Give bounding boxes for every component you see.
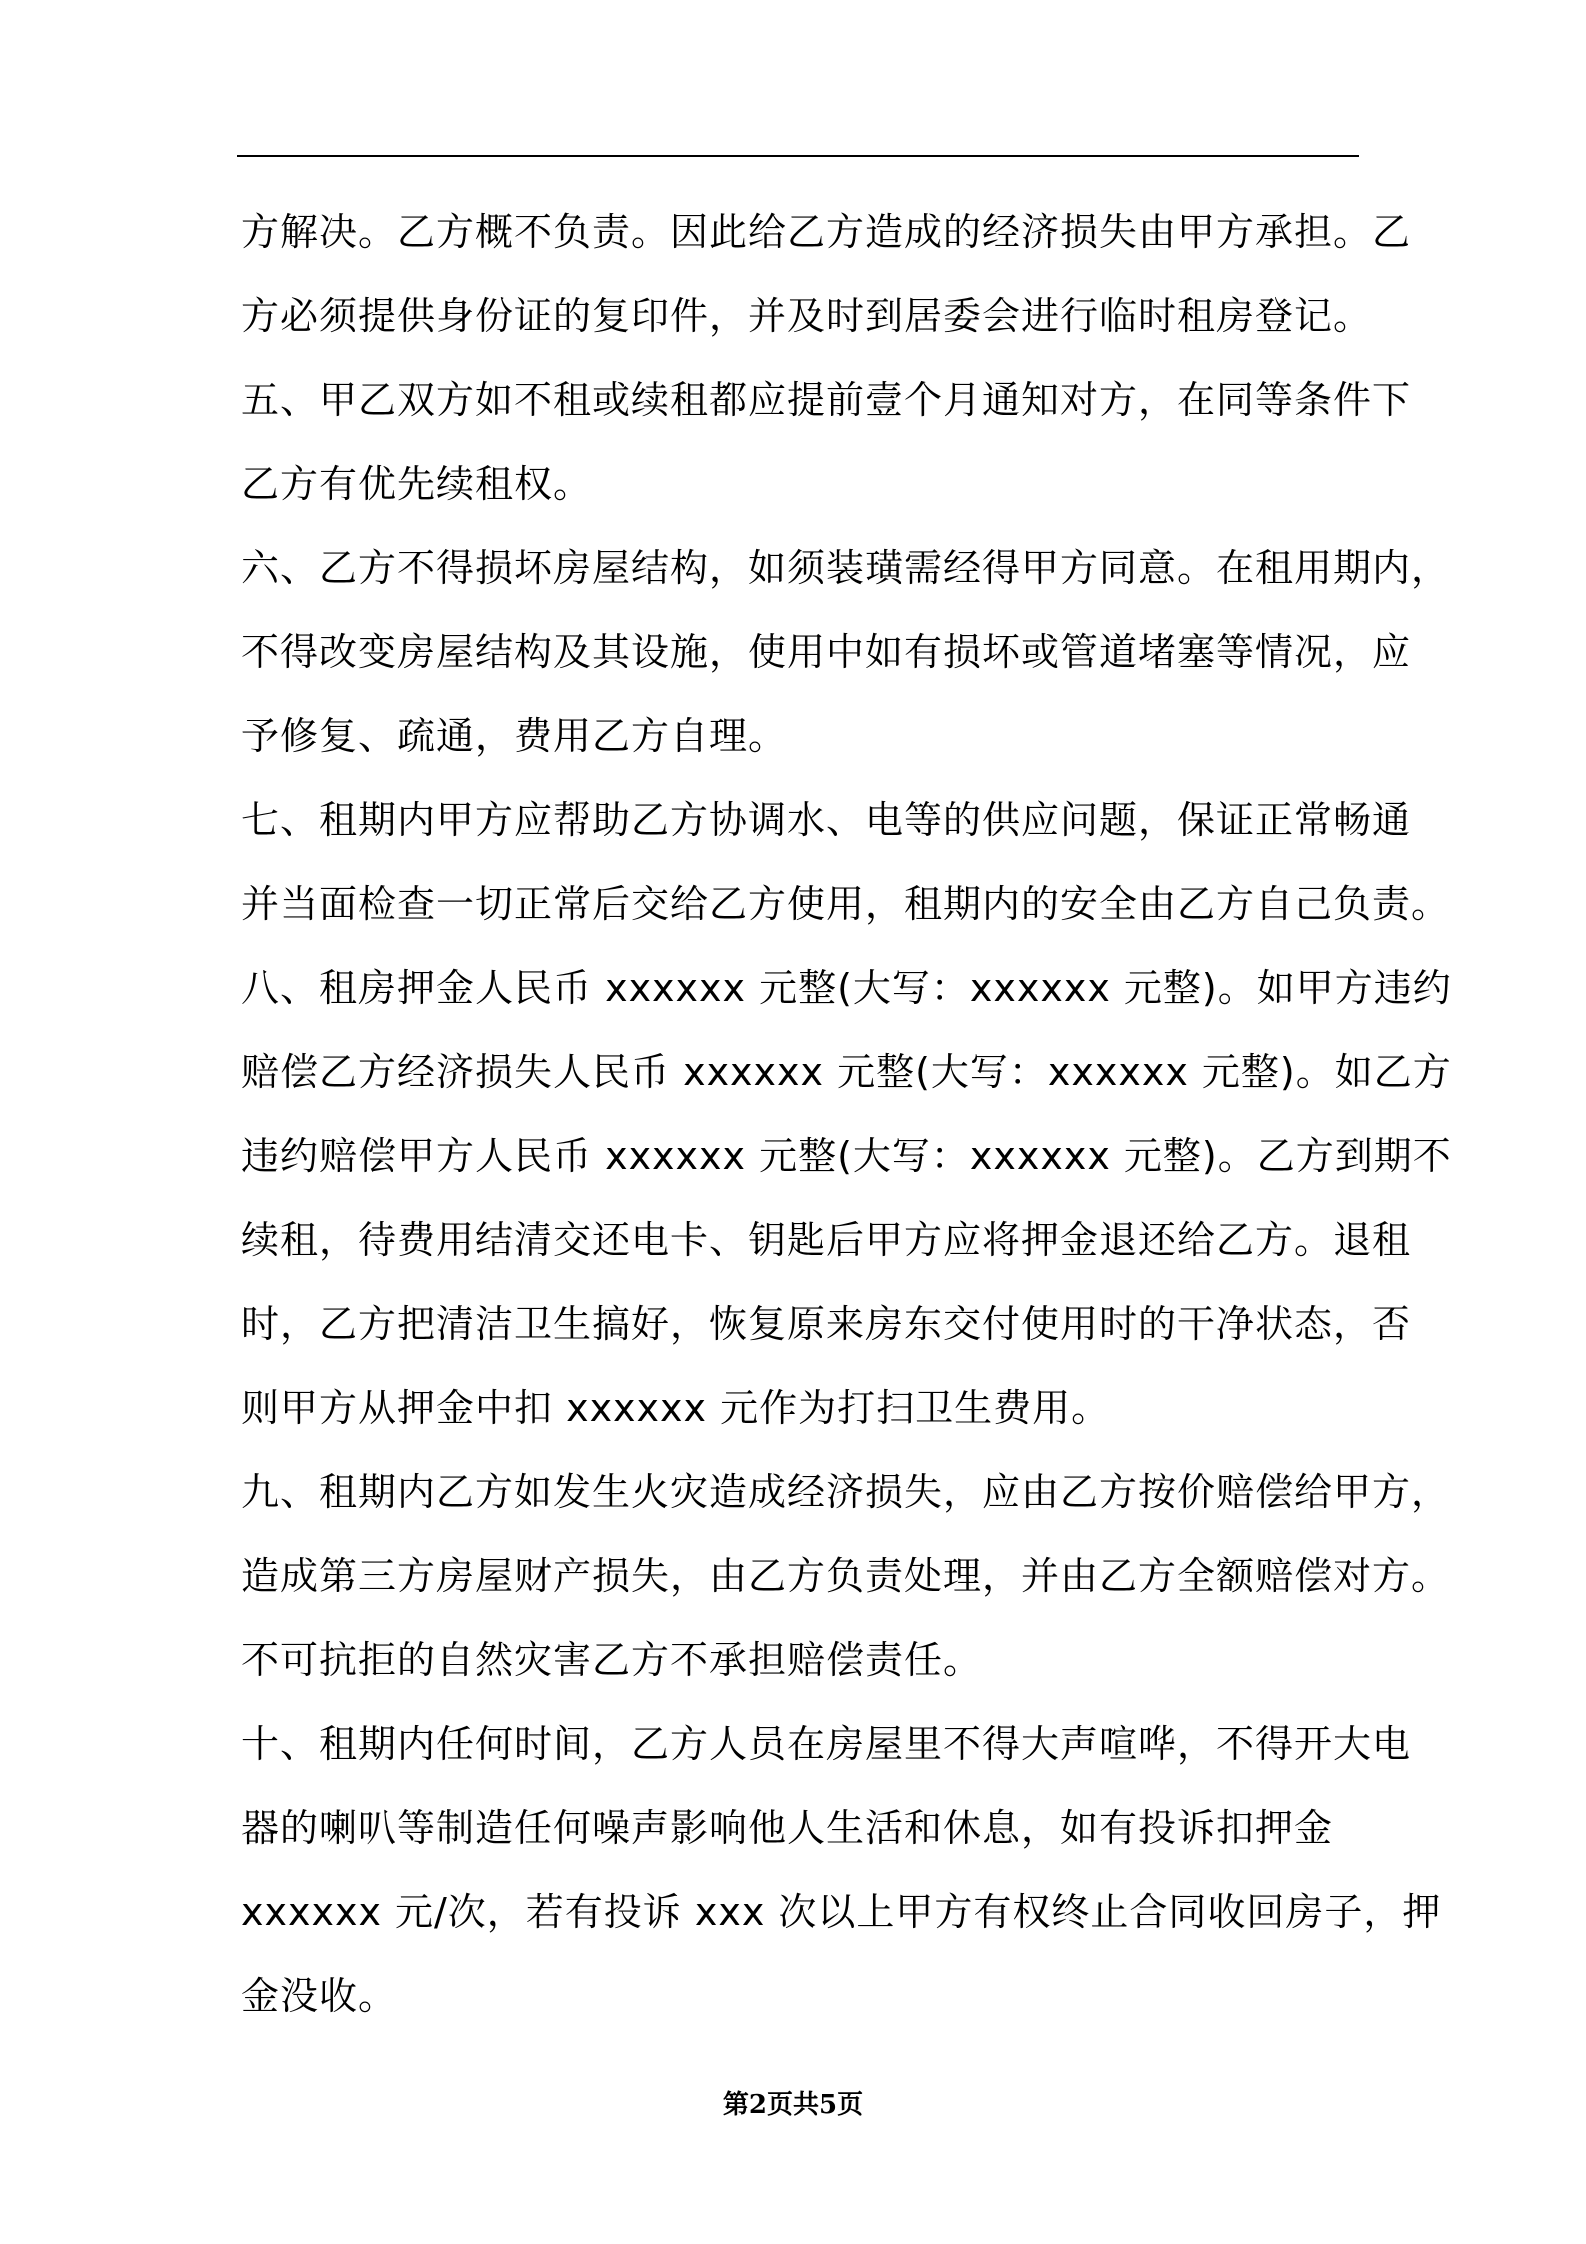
text-line: 赔偿乙方经济损失人民币 xxxxxx 元整(大写：xxxxxx 元整)。如乙方 [241, 1050, 1452, 1094]
text-line: 违约赔偿甲方人民币 xxxxxx 元整(大写：xxxxxx 元整)。乙方到期不 [241, 1134, 1452, 1178]
text-line: 金没收。 [241, 1974, 398, 2018]
text-line: xxxxxx 元/次，若有投诉 xxx 次以上甲方有权终止合同收回房子，押 [241, 1890, 1442, 1934]
header-rule [237, 155, 1359, 157]
text-line: 则甲方从押金中扣 xxxxxx 元作为打扫卫生费用。 [241, 1386, 1111, 1430]
text-line: 续租，待费用结清交还电卡、钥匙后甲方应将押金退还给乙方。退租 [241, 1218, 1412, 1262]
text-line: 方解决。乙方概不负责。因此给乙方造成的经济损失由甲方承担。乙 [241, 210, 1412, 254]
text-line: 五、甲乙双方如不租或续租都应提前壹个月通知对方，在同等条件下 [241, 378, 1412, 422]
text-line: 六、乙方不得损坏房屋结构，如须装璜需经得甲方同意。在租用期内， [241, 546, 1451, 590]
text-line: 并当面检查一切正常后交给乙方使用，租期内的安全由乙方自己负责。 [241, 882, 1451, 926]
text-line: 八、租房押金人民币 xxxxxx 元整(大写：xxxxxx 元整)。如甲方违约 [241, 966, 1452, 1010]
text-line: 乙方有优先续租权。 [241, 462, 593, 506]
text-line: 器的喇叭等制造任何噪声影响他人生活和休息，如有投诉扣押金 [241, 1806, 1334, 1850]
text-line: 方必须提供身份证的复印件，并及时到居委会进行临时租房登记。 [241, 294, 1373, 338]
document-body [241, 190, 1452, 2038]
text-line: 十、租期内任何时间，乙方人员在房屋里不得大声喧哗，不得开大电 [241, 1722, 1412, 1766]
page-number: 第2页共5页 [722, 2090, 864, 2120]
text-line: 时，乙方把清洁卫生搞好，恢复原来房东交付使用时的干净状态，否 [241, 1302, 1412, 1346]
text-line: 予修复、疏通，费用乙方自理。 [241, 714, 788, 758]
text-line: 不可抗拒的自然灾害乙方不承担赔偿责任。 [241, 1638, 983, 1682]
text-line: 九、租期内乙方如发生火灾造成经济损失，应由乙方按价赔偿给甲方， [241, 1470, 1451, 1514]
text-line: 不得改变房屋结构及其设施，使用中如有损坏或管道堵塞等情况，应 [241, 630, 1412, 674]
text-line: 造成第三方房屋财产损失，由乙方负责处理，并由乙方全额赔偿对方。 [241, 1554, 1451, 1598]
text-line: 七、租期内甲方应帮助乙方协调水、电等的供应问题，保证正常畅通 [241, 798, 1412, 842]
